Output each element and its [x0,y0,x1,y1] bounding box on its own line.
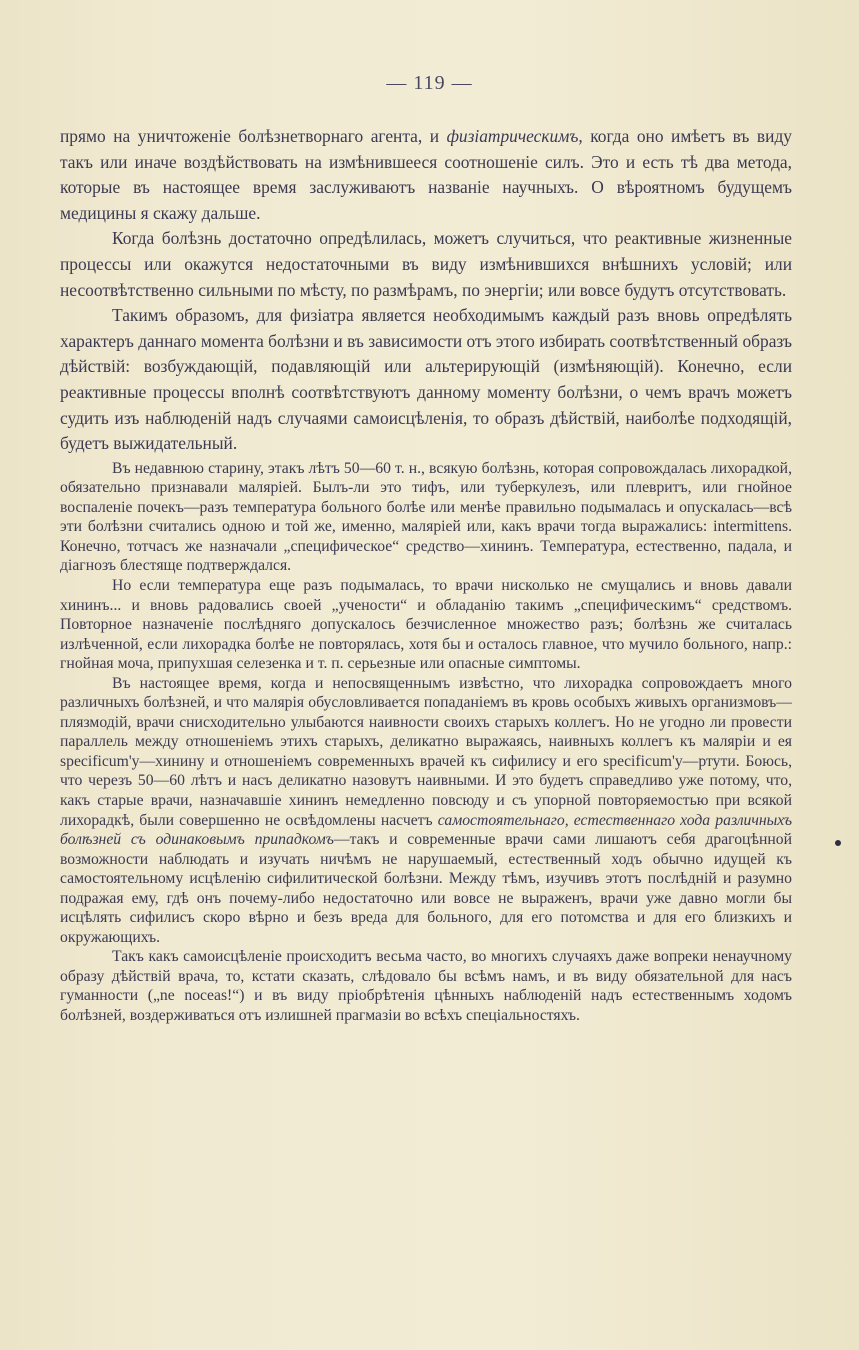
paragraph: Такимъ образомъ, для физіатра является необходимымъ каждый разъ вновь опредѣлять характеръ даннаго момента болѣзни и въ зависимости отъ этого избирать соотвѣтственный образъ дѣйствій: возбуждающій, подавляющій или альтерирующій (измѣняющій). Конечно, если реактивные процессы вполнѣ соотвѣтствуютъ данному моменту болѣзни, о чемъ врачъ можетъ судить изъ наблюденій надъ случаями самоисцѣленія, то образъ дѣйствій, наиболѣе подходящій, будетъ выжидательный. [60,305,792,454]
paragraph: Въ недавнюю старину, этакъ лѣтъ 50—60 т. н., всякую болѣзнь, которая сопровождалась лихорадкой, обязательно признавали маляріей. Былъ-ли это тифъ, или туберкулезъ, или плевритъ, или гнойное воспаленіе почекъ—разъ температура больного болѣе или менѣе правильно подымалась и опускалась—всѣ эти болѣзни считались одною и той же, именно, маляріей или, какъ врачи тогда выражались: intermittens. Конечно, тотчасъ же назначали „специфическое“ средство—хининъ. Температура, естественно, падала, и діагнозъ блестяще подтверждался. [60,459,792,575]
paragraph: Но если температура еще разъ подымалась, то врачи нисколько не смущались и вновь давали хининъ... и вновь радовались своей „учености“ и обладанію такимъ „специфическимъ“ средствомъ. Повторное назначеніе послѣдняго допускалось безчисленное множество разъ; болѣзнь же считалась излѣченной, если лихорадка болѣе не повторялась, хотя бы и осталось главное, что мучило больного, напр.: гнойная моча, припухшая селезенка и т. п. серьезные или опасные симптомы. [60,577,792,673]
paragraph: Въ настоящее время, когда и непосвященнымъ извѣстно, что лихорадка сопровождаетъ много различныхъ болѣзней, и что малярія обусловливается попаданіемъ въ кровь особыхъ живыхъ организмовъ—плязмодій, врачи снисходительно улыбаются наивности своихъ старыхъ коллегъ. Но не угодно ли провести параллель между отношеніемъ этихъ старыхъ, деликатно выражаясь, наивныхъ коллегъ къ маляріи и ея specificum'у—хинину и отношеніемъ современныхъ врачей къ сифилису и его specificum'у—ртути. Боюсь, что черезъ 50—60 лѣтъ и насъ деликатно назовутъ наивными. И это будетъ справедливо уже потому, что, какъ старые врачи, назначавшіе хининъ немедленно повсюду и съ упорной повторяемостью при всякой лихорадкѣ, были совершенно не освѣдомлены насчетъ самостоятельнаго, естественнаго хода различныхъ болѣзней съ одинаковымъ припадкомъ—такъ и современные врачи сами лишаютъ себя драгоцѣнной возможности наблюдать и изучать ничѣмъ не нарушаемый, естественный ходъ обычно идущей къ самостоятельному исцѣленію сифилитической болѣзни. Между тѣмъ, изучивъ этотъ послѣдній и разумно подражая ему, гдѣ онъ почему-либо недостаточно или вовсе не выраженъ, врачи уже давно могли бы исцѣлять сифилисъ скоро вѣрно и безъ вреда для больного, для его потомства и для его близкихъ и окружающихъ. [60,674,792,946]
paragraph: прямо на уничтоженіе болѣзнетворнаго агента, и физіатрическимъ, когда оно имѣетъ въ виду такъ или иначе воздѣйствовать на измѣнившееся соотношеніе силъ. Это и есть тѣ два метода, которые въ настоящее время заслуживаютъ названіе научныхъ. О вѣроятномъ будущемъ медицины я скажу дальше. [60,126,792,223]
margin-ink-dot [835,840,841,846]
page-number: — 119 — [386,72,473,94]
paragraph: Такъ какъ самоисцѣленіе происходитъ весьма часто, во многихъ случаяхъ даже вопреки ненаучному образу дѣйствій врача, то, кстати сказать, слѣдовало бы всѣмъ намъ, и въ виду обязательной для насъ гуманности („ne noceas!“) и въ виду пріобрѣтенія цѣнныхъ наблюденій надъ естественнымъ ходомъ болѣзней, воздерживаться отъ излишней прагмазіи во всѣхъ спеціальностяхъ. [60,948,792,1025]
large-print-section [60,124,792,457]
page-body [60,124,792,1026]
italic-term: физіатрическимъ, [446,126,583,146]
small-print-section [60,459,792,1026]
paragraph: Когда болѣзнь достаточно опредѣлилась, можетъ случиться, что реактивные жизненные процессы или окажутся недостаточными въ виду измѣнившихся внѣшнихъ условій; или несоотвѣтственно сильными по мѣсту, по размѣрамъ, по энергіи; или вовсе будутъ отсутствовать. [60,228,792,300]
italic-phrase: самостоятельнаго, естественнаго хода различныхъ болѣзней съ одинаковымъ припадкомъ [60,811,792,849]
